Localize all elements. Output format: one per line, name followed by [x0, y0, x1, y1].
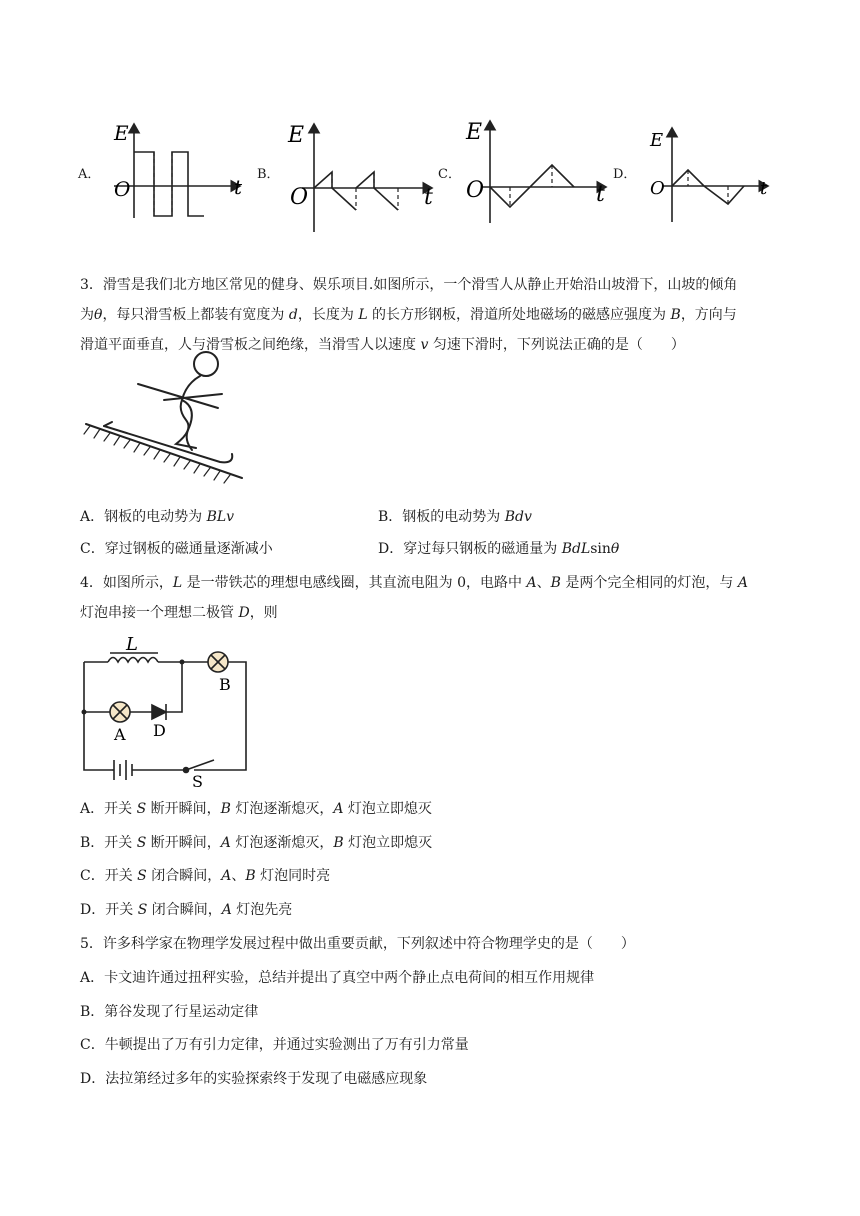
circuit-diagram — [74, 636, 254, 790]
e-axis-label: E — [650, 130, 664, 151]
slope-line — [86, 424, 242, 478]
square-wave — [134, 152, 204, 216]
origin-label: O — [650, 178, 665, 199]
option-d-label: D． — [613, 167, 637, 182]
q3-line-1: 3．滑雪是我们北方地区常见的健身、娱乐项目.如图所示，一个滑雪人从静止开始沿山坡滑下，山坡的倾角 — [80, 277, 738, 293]
body — [176, 376, 200, 448]
q3-option-d[interactable]: D．穿过每只钢板的磁通量为 BdLsinθ — [378, 541, 620, 557]
q3-option-c[interactable]: C．穿过钢板的磁通量逐渐减小 — [80, 541, 273, 557]
graph-a — [110, 118, 252, 222]
q5-option-d[interactable]: D．法拉第经过多年的实验探索终于发现了电磁感应现象 — [80, 1071, 428, 1087]
q4-option-c[interactable]: C．开关 S 闭合瞬间，A、B 灯泡同时亮 — [80, 868, 331, 884]
t-axis-label: t — [596, 182, 605, 207]
e-axis-label: E — [466, 120, 483, 145]
graph-d — [648, 124, 774, 224]
t-axis-label: t — [760, 178, 768, 199]
e-axis-label: E — [288, 123, 305, 148]
label-d: D — [153, 721, 166, 740]
graph-c — [462, 115, 612, 225]
option-a-label: A． — [78, 167, 101, 182]
switch-s — [186, 760, 214, 770]
t-axis-label: t — [234, 175, 243, 199]
origin-label: O — [466, 178, 485, 203]
inductor-coil — [108, 658, 158, 663]
q3-option-a[interactable]: A．钢板的电动势为 BLv — [80, 509, 235, 525]
q4-option-a[interactable]: A．开关 S 断开瞬间，B 灯泡逐渐熄灭，A 灯泡立即熄灭 — [80, 801, 432, 817]
origin-label: O — [290, 185, 309, 210]
q4-option-d[interactable]: D．开关 S 闭合瞬间，A 灯泡先亮 — [80, 902, 293, 918]
label-b: B — [219, 675, 231, 694]
t-axis-label: t — [424, 185, 433, 210]
q3-line-3: 滑道平面垂直，人与滑雪板之间绝缘，当滑雪人以速度 v 匀速下滑时，下列说法正确的是（ ） — [80, 337, 685, 353]
graph-b — [284, 118, 440, 234]
skier-figure — [82, 348, 252, 488]
q5-option-c[interactable]: C．牛顿提出了万有引力定律，并通过实验测出了万有引力常量 — [80, 1037, 469, 1053]
q5-option-b[interactable]: B．第谷发现了行星运动定律 — [80, 1004, 259, 1020]
q4-stem — [80, 568, 785, 628]
label-a: A — [114, 725, 126, 744]
q3-option-b[interactable]: B．钢板的电动势为 Bdv — [378, 509, 532, 525]
option-b-label: B． — [257, 167, 280, 182]
q5-stem: 5．许多科学家在物理学发展过程中做出重要贡献，下列叙述中符合物理学史的是（ ） — [80, 936, 635, 952]
q3-line-2: 为θ，每只滑雪板上都装有宽度为 d，长度为 L 的长方形钢板，滑道所处地磁场的磁感应强度为 B，方向与 — [80, 307, 737, 323]
origin-label: O — [114, 177, 131, 201]
q5-option-a[interactable]: A．卡文迪许通过扭秤实验，总结并提出了真空中两个静止点电荷间的相互作用规律 — [80, 970, 595, 986]
q4-line-2: 灯泡串接一个理想二极管 D，则 — [80, 605, 278, 621]
q4-line-1: 4．如图所示，L 是一带铁芯的理想电感线圈，其直流电阻为 0，电路中 A、B 是两个完全相同的灯泡，与 A — [80, 575, 748, 591]
option-c-label: C． — [438, 167, 461, 182]
label-s: S — [192, 772, 203, 790]
q3-stem — [80, 270, 785, 360]
diode — [152, 705, 166, 719]
label-l: L — [126, 636, 138, 655]
head — [194, 352, 218, 376]
e-axis-label: E — [114, 121, 129, 145]
q4-option-b[interactable]: B．开关 S 断开瞬间，A 灯泡逐渐熄灭，B 灯泡立即熄灭 — [80, 835, 433, 851]
